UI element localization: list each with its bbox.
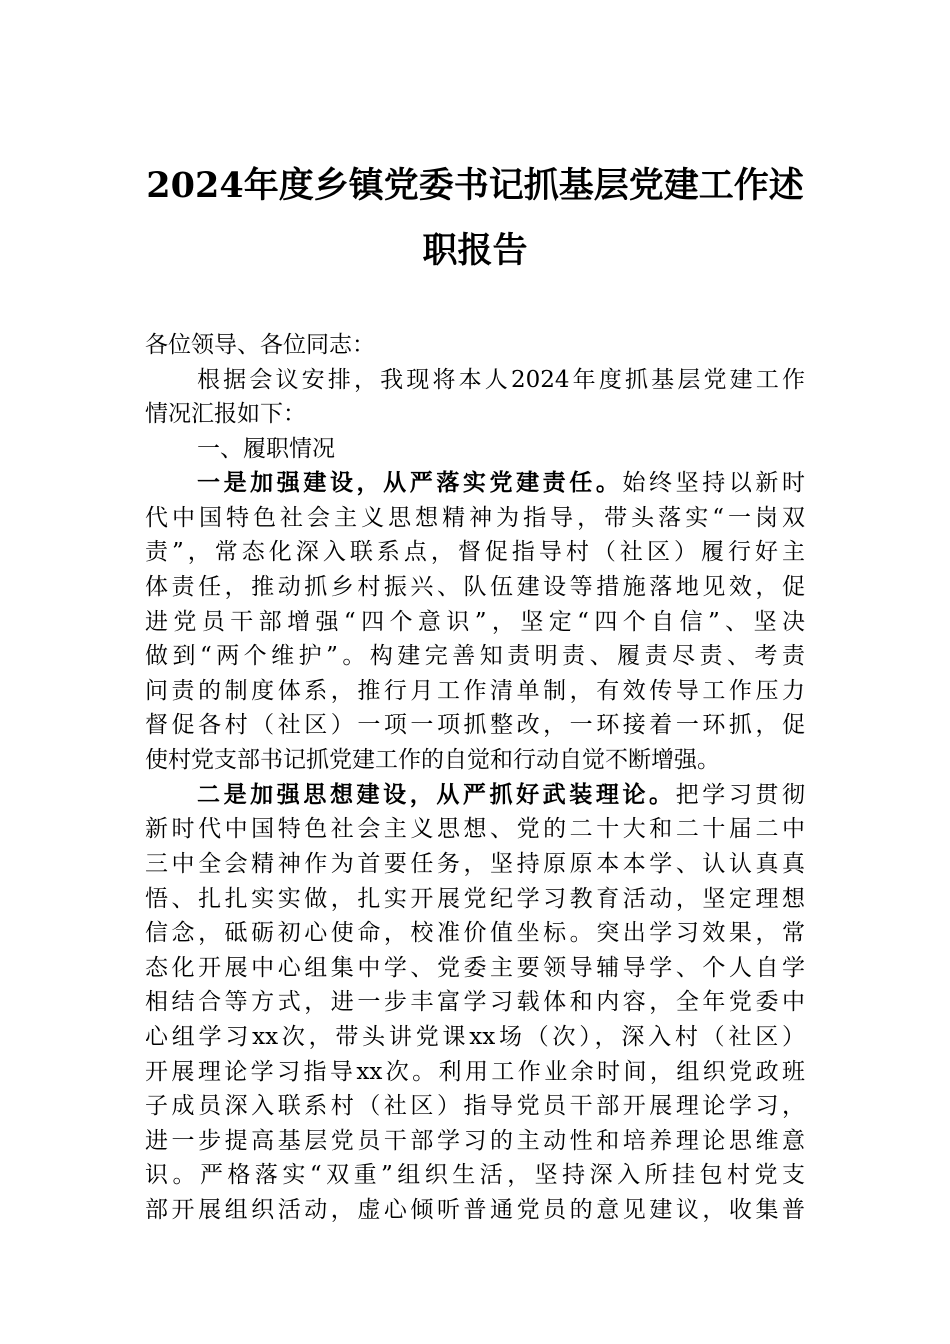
- paragraph-line: 新时代中国特色社会主义思想、党的二十大和二十届二中: [145, 816, 805, 842]
- paragraph-line: 做到“两个维护”。构建完善知责明责、履责尽责、考责: [145, 643, 805, 669]
- paragraph-line: 部开展组织活动，虚心倾听普通党员的意见建议，收集普: [145, 1197, 805, 1223]
- paragraph-line: 督促各村（社区）一项一项抓整改，一环接着一环抓，促: [145, 712, 805, 738]
- paragraph-line: 进一步提高基层党员干部学习的主动性和培养理论思维意: [145, 1128, 805, 1154]
- section-heading: 一、履职情况: [197, 436, 335, 462]
- salutation: 各位领导、各位同志：: [145, 332, 375, 358]
- paragraph-line: 三中全会精神作为首要任务，坚持原原本本学、认认真真: [145, 851, 805, 877]
- paragraph-line: 进党员干部增强“四个意识”，坚定“四个自信”、坚决: [145, 609, 805, 635]
- paragraph-line: 信念，砥砺初心使命，校准价值坐标。突出学习效果，常: [145, 920, 805, 946]
- document-title-line-2: 职报告: [422, 230, 528, 271]
- paragraph-line: 态化开展中心组集中学、党委主要领导辅导学、个人自学: [145, 955, 805, 981]
- paragraph-text: 始终坚持以新时: [622, 470, 806, 496]
- intro-line: 情况汇报如下：: [145, 401, 306, 427]
- paragraph-line: 识。严格落实“双重”组织生活，坚持深入所挂包村党支: [145, 1162, 805, 1188]
- paragraph-line: 子成员深入联系村（社区）指导党员干部开展理论学习，: [145, 1093, 805, 1119]
- paragraph-line: [197, 467, 805, 499]
- paragraph-lead: 一是加强建设，从严落实党建责任。: [197, 469, 623, 496]
- paragraph-line: [197, 779, 805, 811]
- paragraph-lead: 二是加强思想建设，从严抓好武装理论。: [197, 781, 676, 808]
- paragraph-line: 相结合等方式，进一步丰富学习载体和内容，全年党委中: [145, 989, 805, 1015]
- paragraph-line: 体责任，推动抓乡村振兴、队伍建设等措施落地见效，促: [145, 574, 805, 600]
- paragraph-line: 悟、扎扎实实做，扎实开展党纪学习教育活动，坚定理想: [145, 886, 805, 912]
- paragraph-line: 心组学习xx次，带头讲党课xx场（次），深入村（社区）: [145, 1024, 805, 1050]
- paragraph-line: 问责的制度体系，推行月工作清单制，有效传导工作压力: [145, 678, 805, 704]
- paragraph-line: 代中国特色社会主义思想精神为指导，带头落实“一岗双: [145, 505, 805, 531]
- paragraph-line: 使村党支部书记抓党建工作的自觉和行动自觉不断增强。: [145, 747, 720, 773]
- intro-line: 根据会议安排，我现将本人2024年度抓基层党建工作: [197, 367, 805, 393]
- paragraph-line: 开展理论学习指导xx次。利用工作业余时间，组织党政班: [145, 1059, 805, 1085]
- paragraph-line: 责”，常态化深入联系点，督促指导村（社区）履行好主: [145, 539, 805, 565]
- paragraph-text: 把学习贯彻: [675, 782, 806, 808]
- document-title-line-1: 2024年度乡镇党委书记抓基层党建工作述: [146, 165, 804, 206]
